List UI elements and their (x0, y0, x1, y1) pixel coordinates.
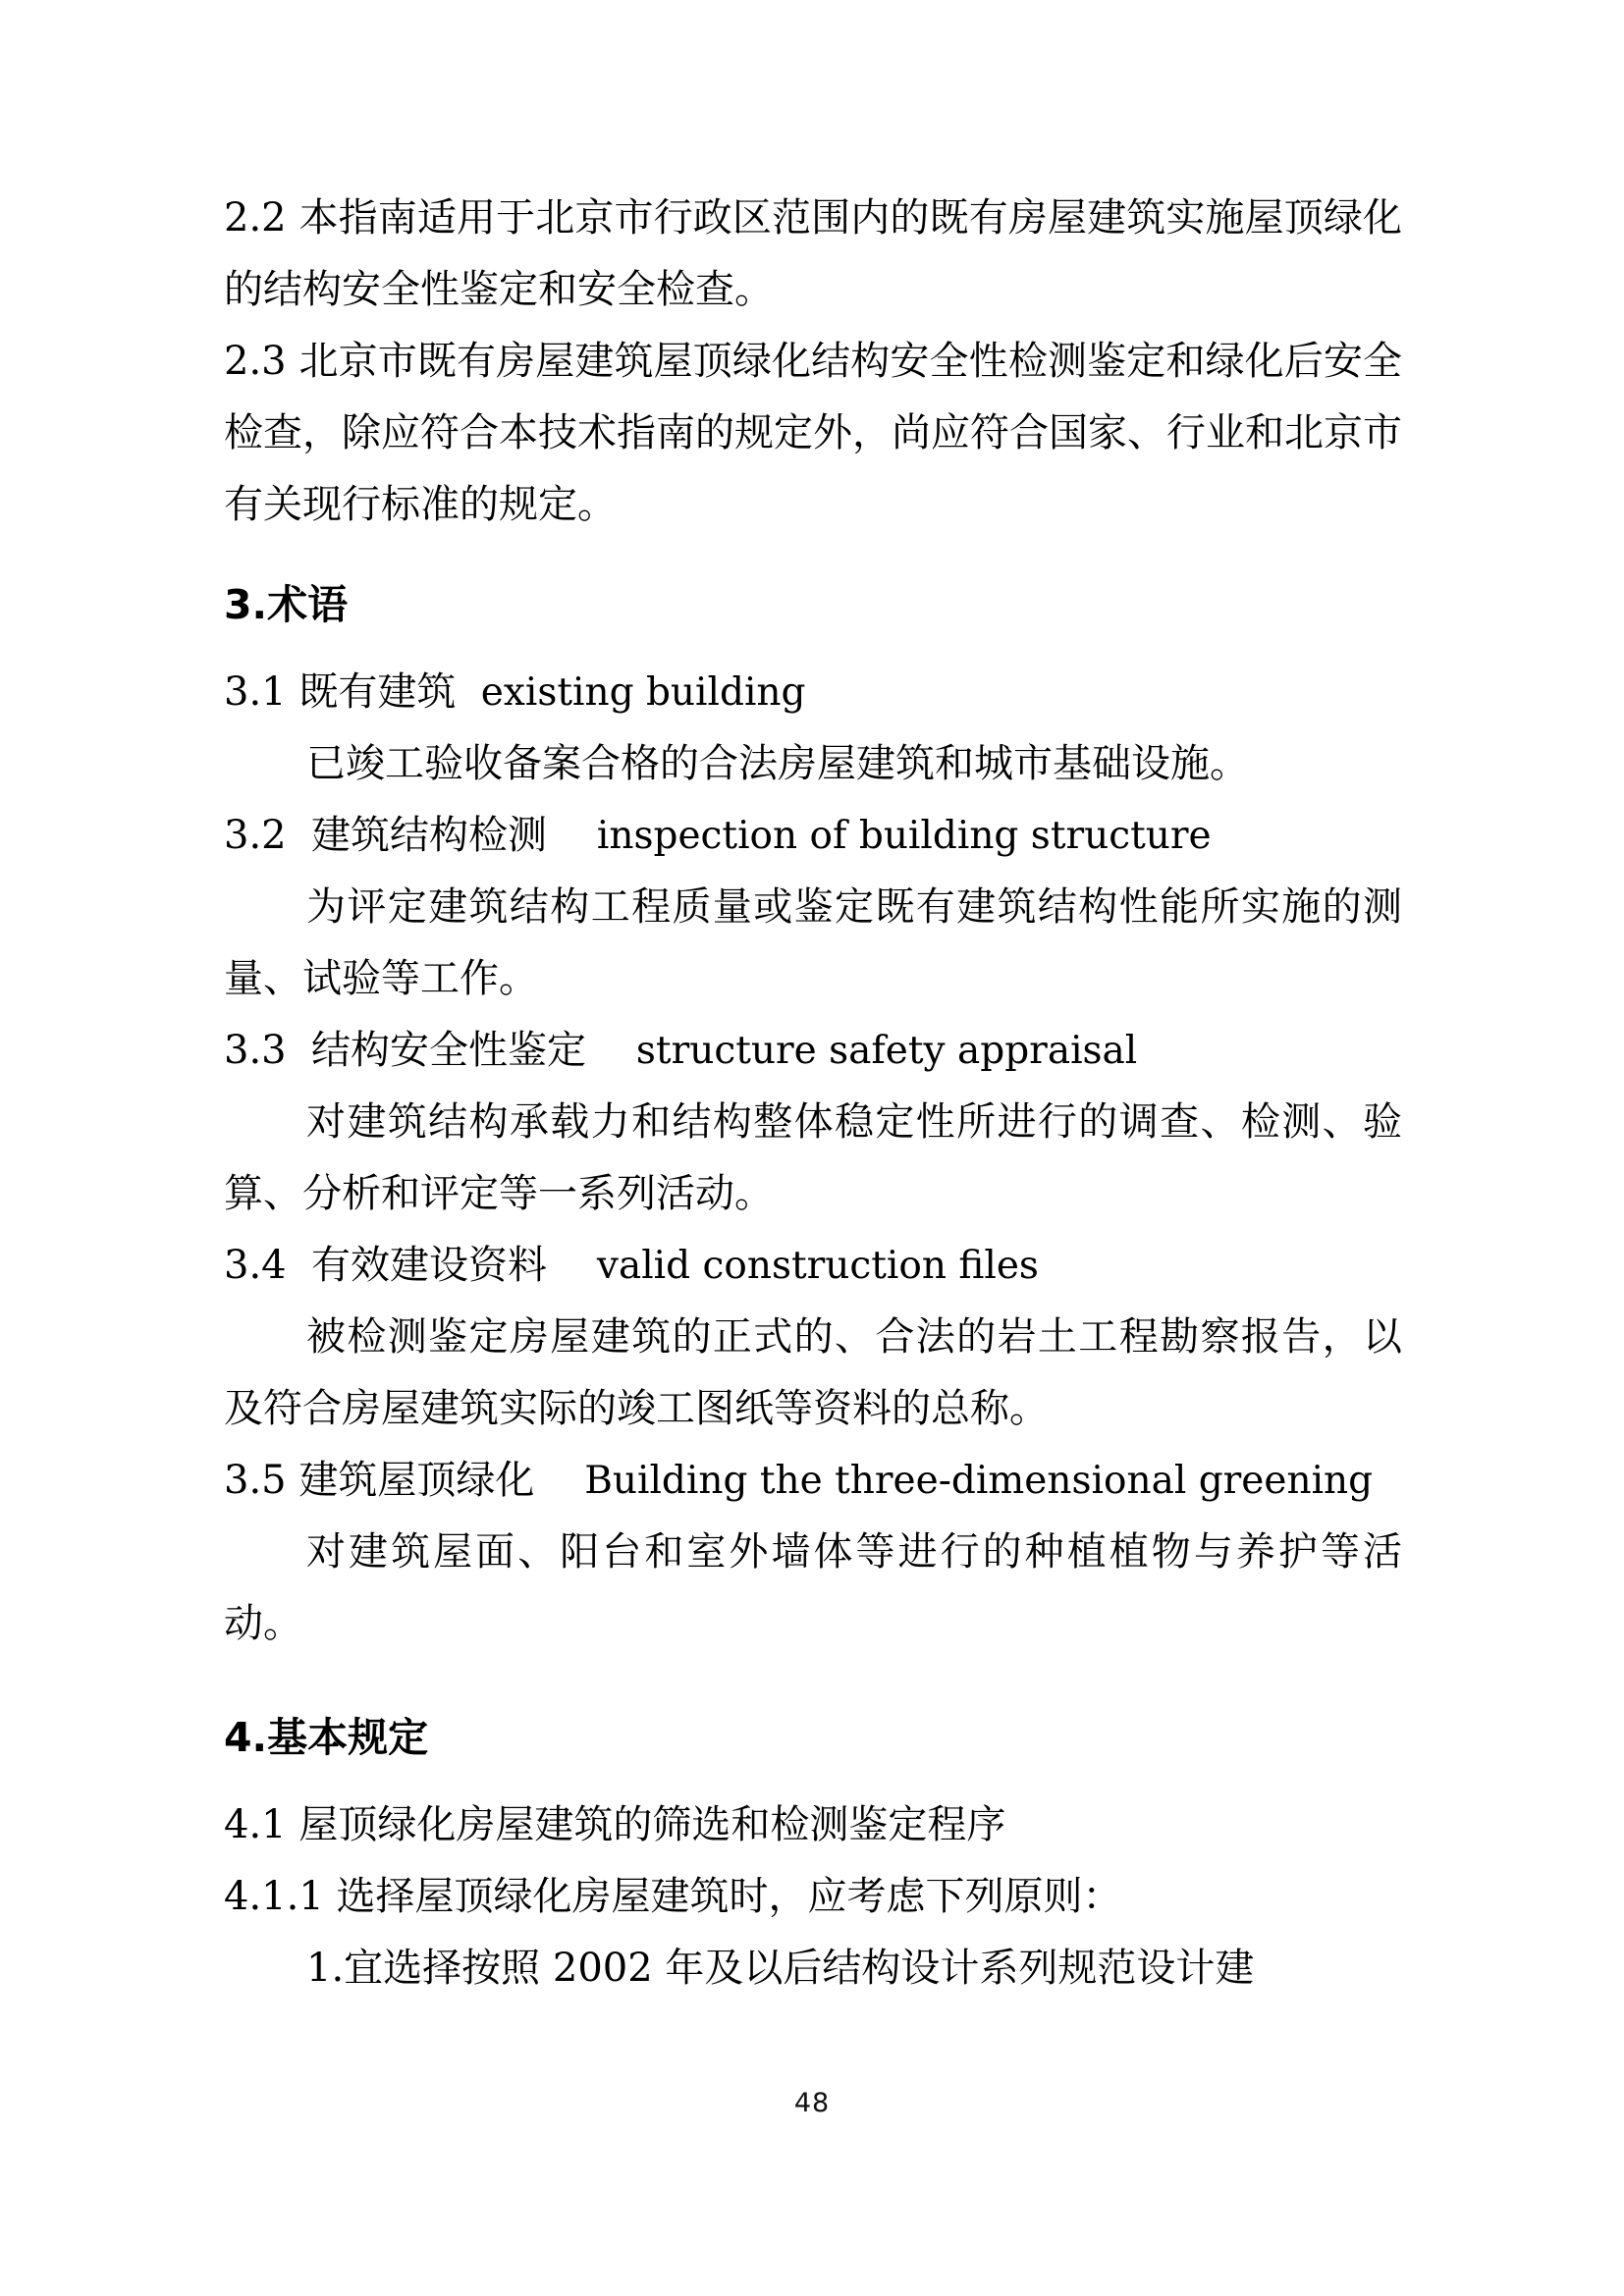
term-3-3 (224, 1015, 1402, 1087)
definition-3-1: 已竣工验收备案合格的合法房屋建筑和城市基础设施。 (306, 741, 1249, 786)
clause-4-1-1: 4.1.1 选择屋顶绿化房屋建筑时，应考虑下列原则： (224, 1874, 1122, 1919)
definition-3-5: 对建筑屋面、阳台和室外墙体等进行的种植植物与养护等活动。 (224, 1529, 1402, 1646)
term-3-1-en: existing building (480, 670, 806, 715)
spacer (224, 1776, 1402, 1789)
clause-2-2: 2.2 本指南适用于北京市行政区范围内的既有房屋建筑实施屋顶绿化的结构安全性鉴定和安全检查。 (224, 195, 1402, 312)
term-3-2 (224, 800, 1402, 872)
spacer (224, 541, 1402, 566)
term-3-2-cn: 3.2 建筑结构检测 (224, 813, 597, 858)
term-3-4 (224, 1230, 1402, 1302)
term-3-3-cn: 3.3 结构安全性鉴定 (224, 1028, 636, 1073)
definition-3-2: 为评定建筑结构工程质量或鉴定既有建筑结构性能所实施的测量、试验等工作。 (224, 884, 1402, 1001)
heading-3-terms: 3.术语 (224, 581, 349, 628)
term-3-2-en: inspection of building structure (596, 814, 1212, 858)
page-content (224, 183, 1402, 2004)
heading-4-basic-requirements: 4.基本规定 (224, 1714, 429, 1761)
spacer (224, 643, 1402, 657)
definition-3-4: 被检测鉴定房屋建筑的正式的、合法的岩土工程勘察报告，以及符合房屋建筑实际的竣工图纸等资料的总称。 (224, 1314, 1402, 1431)
list-item-1: 1.宜选择按照 2002 年及以后结构设计系列规范设计建 (306, 1946, 1255, 1991)
clause-2-3: 2.3 北京市既有房屋建筑屋顶绿化结构安全性检测鉴定和绿化后安全检查，除应符合本技术指南的规定外，尚应符合国家、行业和北京市有关现行标准的规定。 (224, 339, 1402, 527)
term-3-5-cn: 3.5 建筑屋顶绿化 (224, 1458, 585, 1503)
definition-3-3: 对建筑结构承载力和结构整体稳定性所进行的调查、检测、验算、分析和评定等一系列活动。 (224, 1099, 1402, 1216)
term-3-5 (224, 1445, 1402, 1517)
term-3-3-en: structure safety appraisal (635, 1029, 1138, 1073)
term-3-4-en: valid construction files (596, 1244, 1039, 1288)
term-3-1-cn: 3.1 既有建筑 (224, 669, 481, 715)
clause-4-1: 4.1 屋顶绿化房屋建筑的筛选和检测鉴定程序 (224, 1802, 1006, 1847)
term-3-5-en: Building the three-dimensional greening (584, 1459, 1374, 1503)
page-number: 48 (793, 2088, 831, 2118)
spacer (224, 1660, 1402, 1699)
term-3-1 (224, 657, 1402, 728)
term-3-4-cn: 3.4 有效建设资料 (224, 1243, 597, 1288)
